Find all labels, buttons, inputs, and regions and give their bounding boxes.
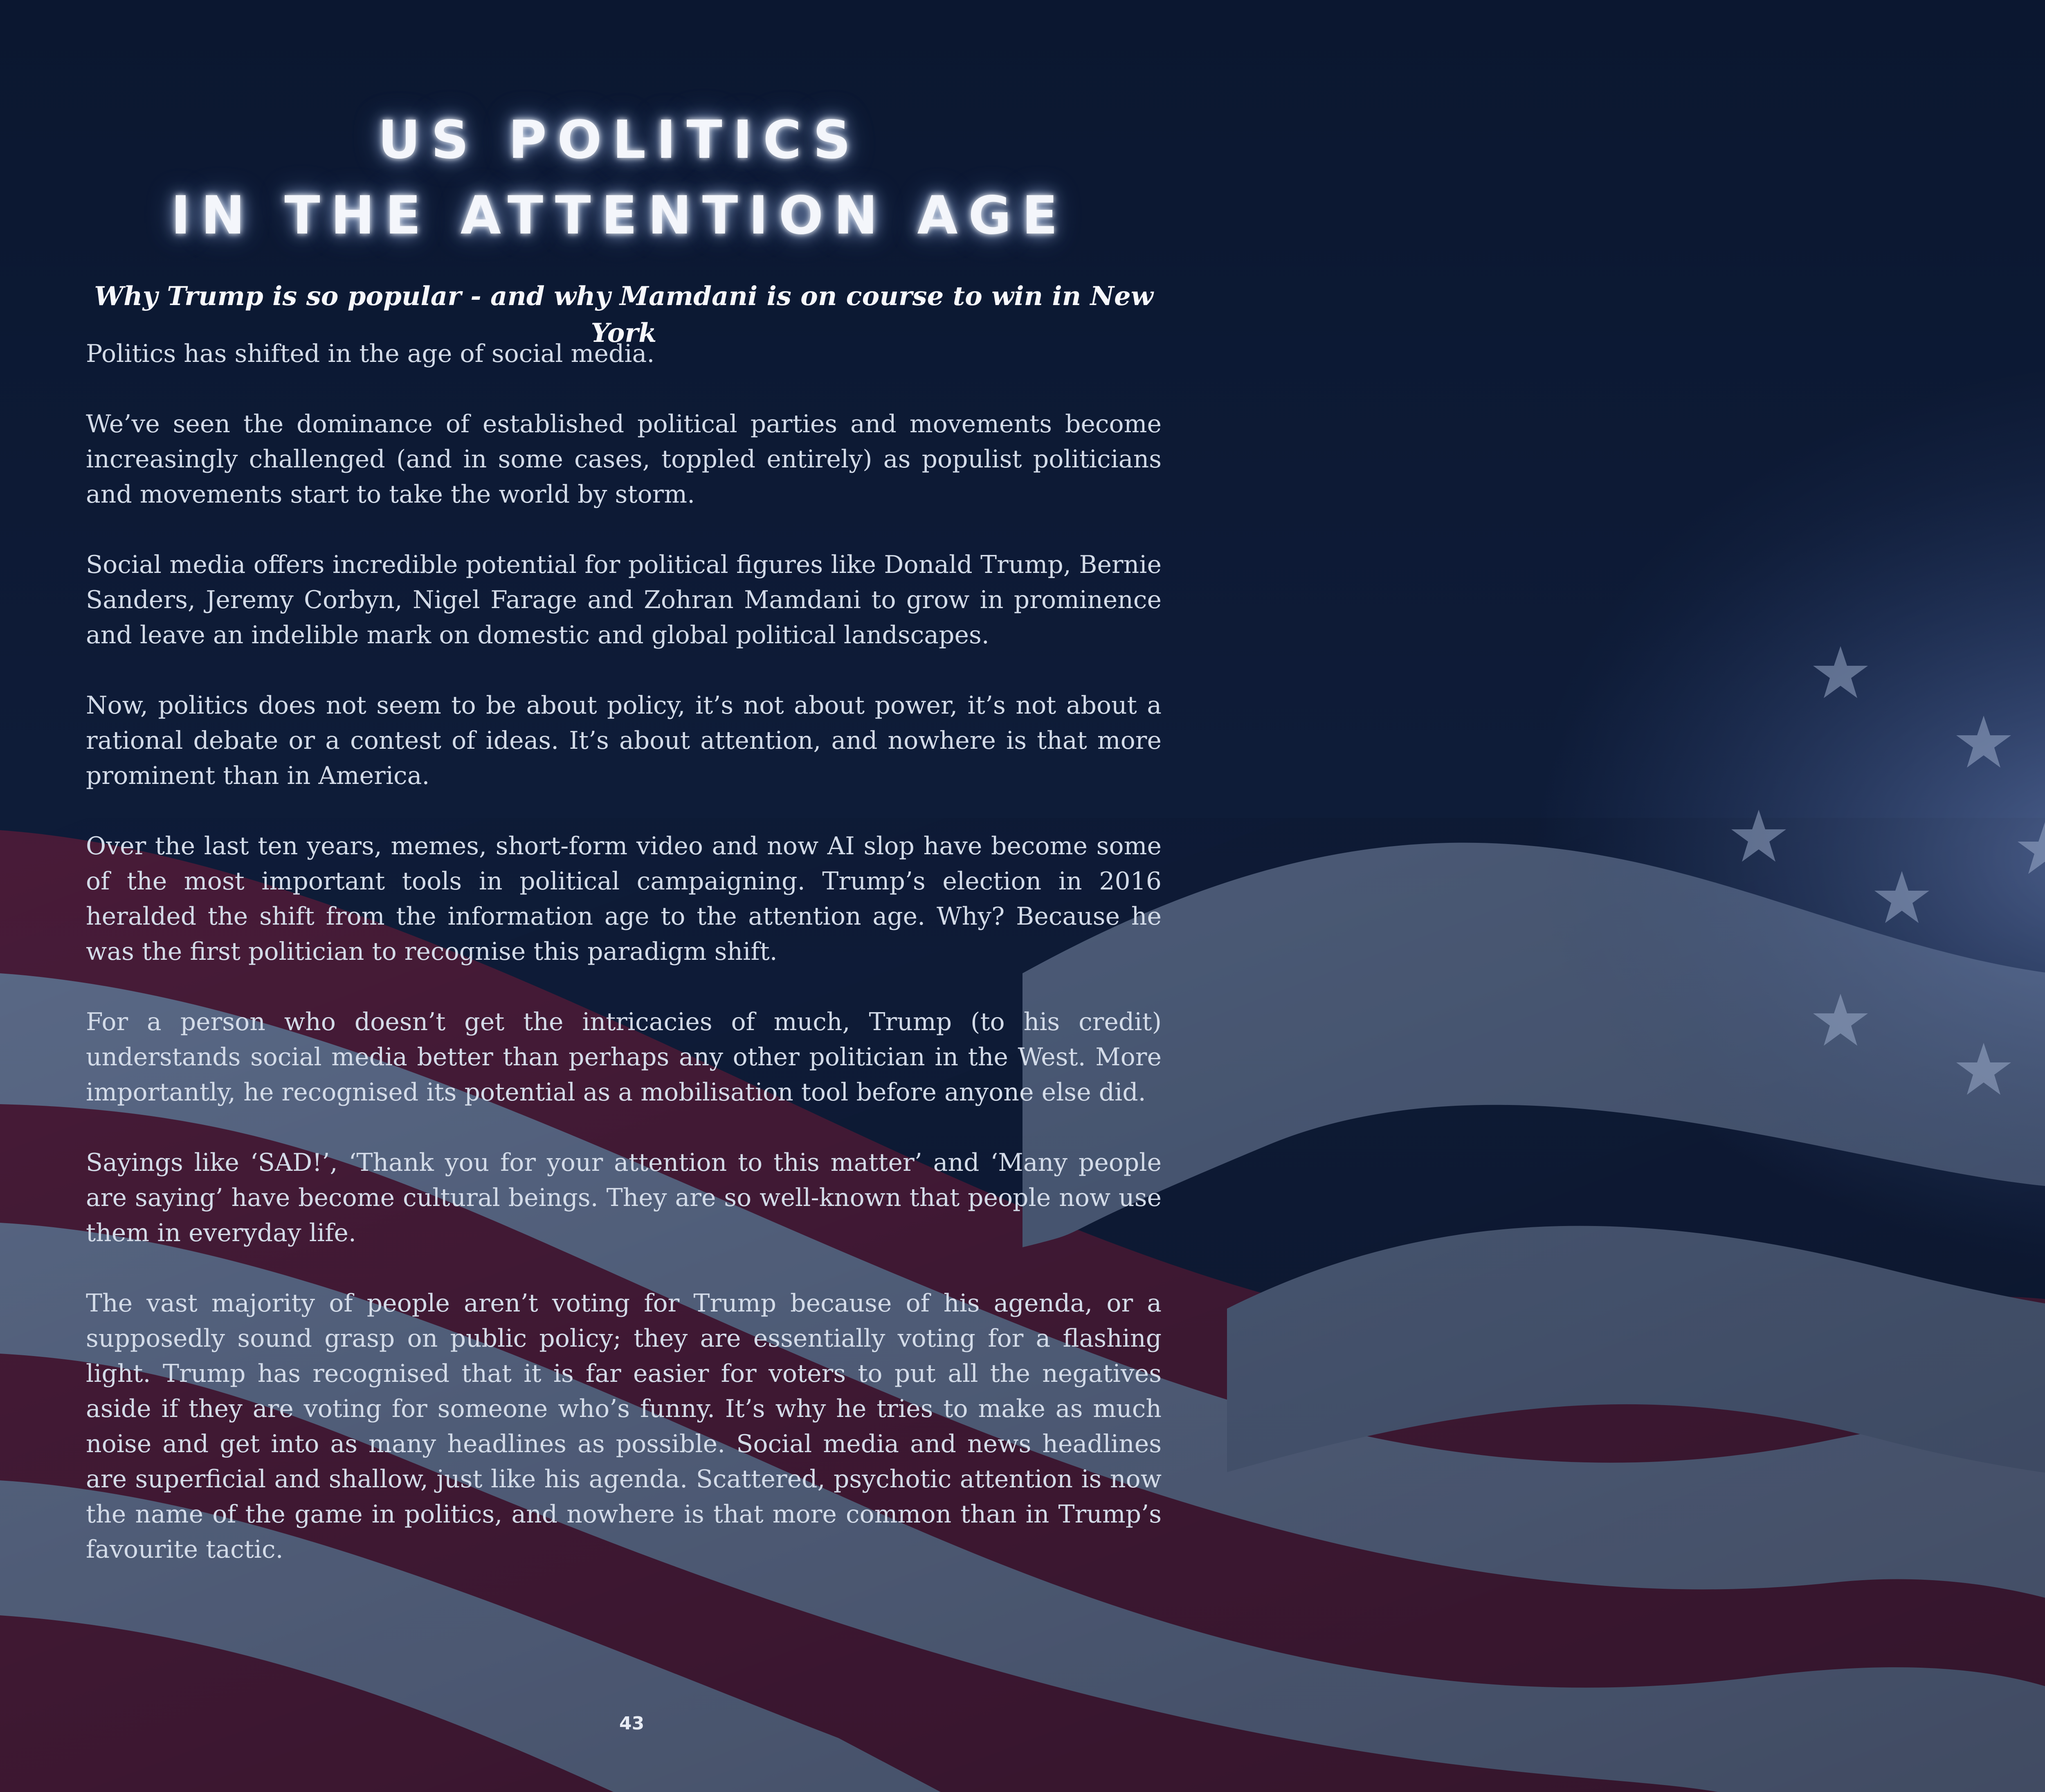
headline-line-1: US POLITICS	[378, 110, 861, 171]
paragraph: Over the last ten years, memes, short-form video and now AI slop have become some of the most important tools in political campaigning. Trump’s election in 2016 heralded the shift from the information age to the attention age. Why? Because he was the first politician to recognise this paradigm shift.	[86, 832, 1162, 966]
paragraph: Now, politics does not seem to be about policy, it’s not about power, it’s not about a rational debate or a contest of ideas. It’s about attention, and nowhere is that more prominent than in America.	[86, 691, 1162, 790]
paragraph: Politics has shifted in the age of social media.	[86, 339, 655, 368]
paragraph: The vast majority of people aren’t voting for Trump because of his agenda, or a supposedly sound grasp on public policy; they are essentially voting for a flashing light. Trump has recognised that it is far easier for voters to put all the negatives aside if they are voting for someone who’s funny. It’s why he tries to make as much noise and get into as many headlines as possible. Social media and news headlines are superficial and shallow, just like his agenda. Scattered, psychotic attention is now the name of the game in politics, and nowhere is that more common than in Trump’s favourite tactic.	[86, 1289, 1162, 1564]
page-number: 43	[619, 1713, 645, 1734]
headline	[78, 102, 1162, 254]
author-byline	[1759, 1630, 2045, 1683]
article-column-left	[86, 336, 1162, 1567]
paragraph: Social media offers incredible potential for political figures like Donald Trump, Bernie Sanders, Jeremy Corbyn, Nigel Farage and Zohran Mamdani to grow in prominence and leave an indelible mark on domestic and global political landscapes.	[86, 550, 1162, 649]
paragraph: For a person who doesn’t get the intricacies of much, Trump (to his credit) understands social media better than perhaps any other politician in the West. More importantly, he recognised its potential as a mobilisation tool before anyone else did.	[86, 1008, 1162, 1107]
right-page	[1278, 0, 2045, 1792]
paragraph: Sayings like ‘SAD!’, ‘Thank you for your attention to this matter’ and ‘Many people are saying’ have become cultural beings. They are so well-known that people now use them in everyday life.	[86, 1148, 1162, 1247]
paragraph: We’ve seen the dominance of established political parties and movements become increasingly challenged (and in some cases, toppled entirely) as populist politicians and movements start to take the world by storm.	[86, 410, 1162, 509]
headline-line-2: IN THE ATTENTION AGE	[171, 185, 1068, 246]
subtitle: Why Trump is so popular - and why Mamdani is on course to win in New York	[94, 281, 1153, 348]
